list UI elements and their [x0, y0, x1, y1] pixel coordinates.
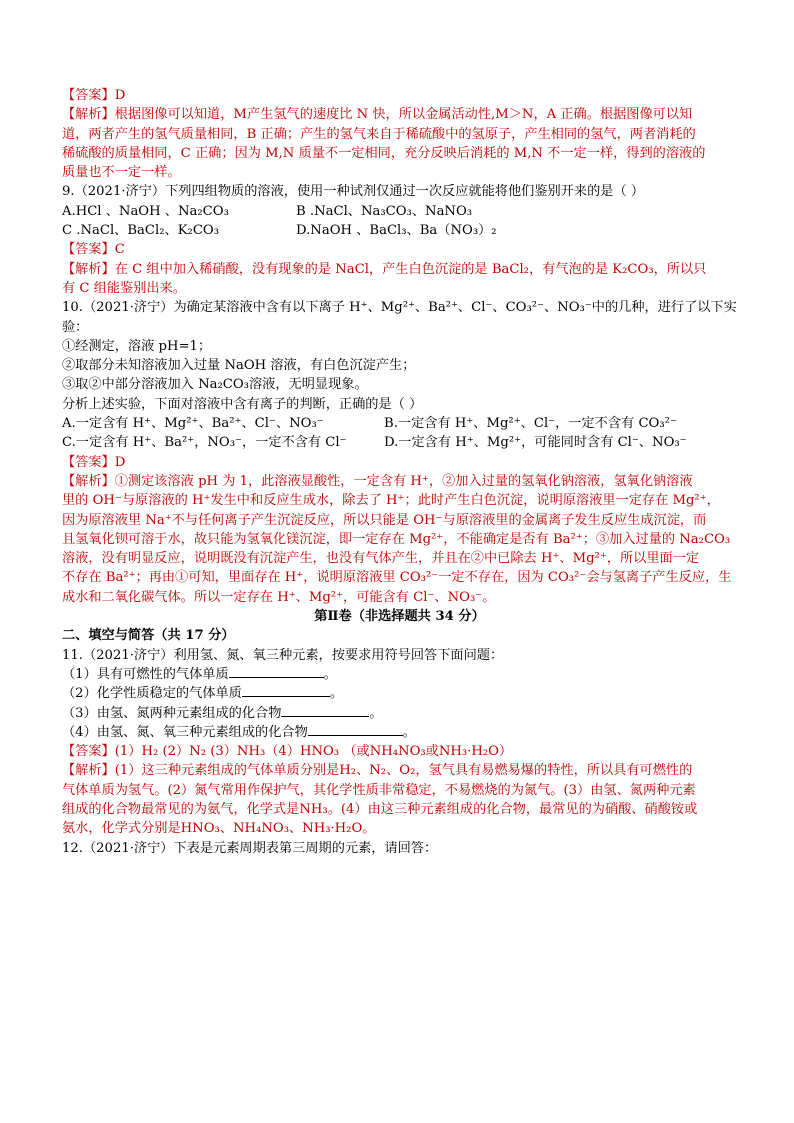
q11-item: [62, 665, 737, 684]
q10-analysis-line: 且氢氧化钡可溶于水，故只能为氢氧化镁沉淀，即一定存在 Mg²⁺，不能确定是否有 Ba²⁺；③加入过量的 Na₂CO₃: [62, 531, 731, 547]
q10-stem: 10.（2021·济宁）为确定某溶液中含有以下离子 H⁺、Mg²⁺、Ba²⁺、Cl⁻、CO₃²⁻、NO₃⁻中的几种，进行了以下实: [62, 300, 737, 316]
q9-options-row-1: [62, 202, 737, 221]
q10-analysis-line: 因为原溶液里 Na⁺不与任何离子产生沉淀反应，所以只能是 OH⁻与原溶液里的金属离子发生反应生成沉淀，而: [62, 512, 707, 528]
part2-title: 二、填空与简答（共 17 分）: [62, 628, 235, 644]
q9-option-c: C .NaCl、BaCl₂、K₂CO₃: [62, 223, 220, 239]
q12-stem: 12.（2021·济宁）下表是元素周期表第三周期的元素，请回答：: [62, 840, 438, 856]
q10-analysis-line: 成水和二氧化碳气体。所以一定存在 H⁺、Mg²⁺，可能含有 Cl⁻、NO₃⁻。: [62, 589, 496, 605]
answer-blank[interactable]: [308, 723, 403, 736]
q10-step: ②取部分未知溶液加入过量 NaOH 溶液，有白色沉淀产生；: [62, 358, 416, 374]
answer-blank[interactable]: [229, 665, 324, 678]
q11-period: 。: [323, 666, 337, 682]
q9-answer: 【答案】C: [62, 242, 125, 258]
q10-step: ①经测定，溶液 pH=1；: [62, 338, 212, 354]
q10-answer: 【答案】D: [62, 454, 126, 470]
q11-item-text: （1）具有可燃性的气体单质: [62, 666, 229, 682]
q10-analysis-line: 溶液，没有明显反应，说明既没有沉淀产生，也没有气体产生，并且在②中已除去 H⁺、Mg²⁺，所以里面一定: [62, 551, 700, 567]
q10-analysis-line: 【解析】①测定该溶液 pH 为 1，此溶液显酸性，一定含有 H⁺，②加入过量的氢氧化钠溶液，氢氧化钠溶液: [62, 473, 693, 489]
q10-options-row-2: [62, 433, 737, 452]
document-page: [62, 86, 737, 858]
q11-item: [62, 723, 737, 742]
q9-options-row-2: [62, 221, 737, 240]
q10-option-d: D.一定含有 H⁺、Mg²⁺，可能同时含有 Cl⁻、NO₃⁻: [384, 435, 687, 451]
q11-analysis-line: 【解析】(1）这三种元素组成的气体单质分别是H₂、N₂、O₂，氢气具有易燃易爆的特性，所以具有可燃性的: [62, 763, 693, 779]
q11-period: 。: [402, 724, 416, 740]
q10-step: ③取②中部分溶液加入 Na₂CO₃溶液，无明显现象。: [62, 377, 368, 393]
q11-item: [62, 684, 737, 703]
q8-answer: 【答案】D: [62, 88, 126, 103]
q11-analysis-line: 气体单质为氢气。(2）氮气常用作保护气，其化学性质非常稳定，不易燃烧的为氮气。(3）由氢、氮两种元素: [62, 782, 696, 798]
answer-blank[interactable]: [281, 704, 369, 717]
q11-item-text: （4）由氢、氮、氧三种元素组成的化合物: [62, 724, 308, 740]
q10-option-a: A.一定含有 H⁺、Mg²⁺、Ba²⁺、Cl⁻、NO₃⁻: [62, 416, 324, 432]
q9-analysis-line: 【解析】在 C 组中加入稀硝酸，没有现象的是 NaCl，产生白色沉淀的是 BaCl₂，有气泡的是 K₂CO₃，所以只: [62, 261, 707, 277]
q11-analysis-line: 氨水，化学式分别是HNO₃、NH₄NO₃、NH₃·H₂O。: [62, 821, 376, 837]
q10-prompt: 分析上述实验，下面对溶液中含有离子的判断，正确的是（ ）: [62, 396, 423, 412]
q9-option-d: D.NaOH 、BaCl₃、Ba（NO₃）₂: [296, 223, 497, 239]
q11-item-text: （3）由氢、氮两种元素组成的化合物: [62, 705, 282, 721]
q10-option-c: C.一定含有 H⁺、Ba²⁺，NO₃⁻，一定不含有 Cl⁻: [62, 435, 347, 451]
q11-period: 。: [329, 686, 344, 702]
q10-options-row-1: [62, 414, 737, 433]
q9-stem: 9.（2021·济宁）下列四组物质的溶液，使用一种试剂仅通过一次反应就能将他们鉴别开来的是（ ）: [62, 184, 645, 200]
answer-blank[interactable]: [242, 684, 330, 697]
q11-period: 。: [369, 705, 383, 721]
q8-analysis-line: 稀硫酸的质量相同，C 正确；因为 M,N 质量不一定相同，充分反映后消耗的 M,N 不一定一样，得到的溶液的: [62, 145, 706, 161]
q8-analysis-line: 道，两者产生的氢气质量相同，B 正确；产生的氢气来自于稀硫酸中的氢原子，产生相同的氢气，两者消耗的: [62, 126, 696, 142]
q10-analysis-line: 里的 OH⁻与原溶液的 H⁺发生中和反应生成水，除去了 H⁺；此时产生白色沉淀，说明原溶液里一定存在 Mg²⁺，: [62, 493, 720, 509]
q11-answer: 【答案】(1）H₂ (2）N₂ (3）NH₃（4）HNO₃ （或NH₄NO₃或NH₃·H₂O）: [62, 744, 513, 760]
q9-option-b: B .NaCl、Na₃CO₃、NaNO₃: [296, 203, 473, 219]
q10-option-b: B.一定含有 H⁺、Mg²⁺、Cl⁻，一定不含有 CO₃²⁻: [384, 416, 677, 432]
q11-stem: 11.（2021·济宁）利用氢、氮、氧三种元素，按要求用符号回答下面问题：: [62, 647, 504, 663]
q11-item: [62, 704, 737, 723]
q11-item-text: （2）化学性质稳定的气体单质: [62, 686, 242, 702]
q8-analysis-line: 【解析】根据图像可以知道，M产生氢气的速度比 N 快，所以金属活动性,M＞N，A 正确。根据图像可以知: [62, 107, 693, 123]
section-title: 第Ⅱ卷（非选择题共 34 分）: [314, 609, 485, 625]
q10-stem: 验：: [62, 319, 89, 335]
q10-analysis-line: 不存在 Ba²⁺；再由①可知，里面存在 H⁺，说明原溶液里 CO₃²⁻一定不存在，因为 CO₃²⁻会与氢离子产生反应，生: [62, 570, 732, 586]
q11-analysis-line: 组成的化合物最常见的为氨气，化学式是NH₃。(4）由这三种元素组成的化合物，最常见的为硝酸、硝酸铵或: [62, 801, 698, 817]
q9-option-a: A.HCl 、NaOH 、Na₂CO₃: [62, 203, 229, 219]
q8-analysis-line: 质量也不一定一样。: [62, 165, 181, 181]
q9-analysis-line: 有 C 组能鉴别出来。: [62, 280, 186, 296]
